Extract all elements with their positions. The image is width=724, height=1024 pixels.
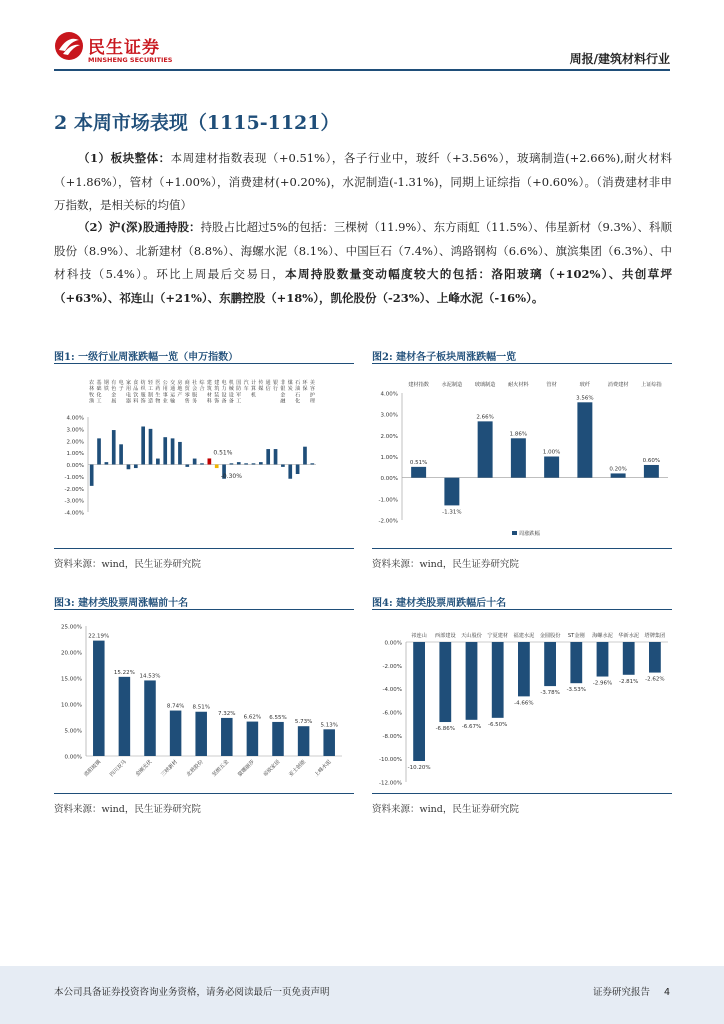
bar: [288, 465, 292, 479]
category-label-char: 械: [228, 386, 234, 393]
category-label: 上证综指: [640, 382, 662, 388]
category-label-char: 子: [118, 386, 124, 393]
category-label-char: 合: [199, 386, 205, 393]
data-label: -2.81%: [618, 678, 639, 685]
category-label-char: 防: [236, 386, 242, 393]
bar: [208, 458, 212, 464]
data-label: 8.74%: [166, 703, 185, 710]
category-label: 塔牌集团: [644, 633, 666, 639]
bar: [298, 726, 310, 756]
fig1-rule: [54, 363, 354, 364]
category-label: 西部建设: [434, 633, 456, 639]
category-label-char: 备: [221, 398, 227, 405]
y-tick-label: -1.00%: [64, 474, 84, 481]
category-label-char: 备: [228, 398, 234, 405]
y-tick-label: -4.00%: [64, 510, 84, 517]
category-label-char: 用: [125, 386, 131, 393]
category-label-char: 非: [280, 380, 286, 386]
category-label-char: 钢: [103, 380, 109, 386]
category-label-char: 饰: [140, 398, 146, 405]
bar: [303, 447, 307, 465]
category-label: 水泥制造: [441, 382, 463, 388]
fig3-title: 图3: 建材类股票周涨幅前十名: [54, 598, 189, 609]
y-tick-label: 0.00%: [66, 463, 84, 469]
category-label-char: 运: [170, 392, 176, 399]
category-label-char: 金: [111, 392, 117, 399]
data-label: 6.55%: [269, 714, 287, 721]
category-label-char: 金: [280, 392, 286, 399]
bar: [478, 421, 493, 477]
bar: [127, 465, 131, 470]
category-label-char: 化: [295, 398, 301, 405]
category-label-char: 属: [111, 398, 117, 405]
category-label-char: 地: [177, 386, 183, 393]
category-label-char: 建: [206, 380, 212, 386]
category-label: 玻纤: [579, 382, 591, 388]
bar: [247, 722, 259, 756]
bar: [439, 642, 451, 722]
bar: [577, 402, 592, 477]
y-tick-label: 1.00%: [380, 455, 398, 461]
category-label-char: 食: [133, 380, 139, 386]
bar: [237, 462, 241, 464]
page-footer: [0, 966, 724, 1024]
category-label: 宁夏建材: [487, 633, 509, 639]
bar: [195, 712, 207, 756]
category-label-char: 建: [214, 380, 220, 386]
section-title: 2 本周市场表现（1115-1121）: [54, 112, 340, 134]
data-label: 8.51%: [192, 704, 210, 711]
y-tick-label: 2.00%: [380, 433, 398, 440]
fig3-bottom-rule: [54, 793, 354, 794]
category-label-char: 军: [236, 392, 242, 399]
category-label-char: 料: [206, 398, 212, 405]
category-label-char: 车: [243, 386, 249, 393]
category-label-char: 电: [221, 380, 227, 386]
minsheng-logo-icon: [54, 31, 84, 61]
category-label-char: 色: [111, 386, 117, 393]
category-label: 金圆股份: [539, 633, 561, 639]
y-tick-label: 15.00%: [61, 676, 82, 683]
y-tick-label: 3.00%: [66, 427, 84, 434]
y-tick-label: 0.00%: [380, 476, 398, 483]
category-label-char: 煤: [287, 380, 293, 386]
paragraph-connect-holdings: [54, 216, 672, 310]
y-tick-label: 0.00%: [384, 640, 402, 647]
category-label: 三峡新材: [160, 759, 180, 779]
y-tick-label: 3.00%: [380, 412, 398, 419]
y-tick-label: -10.00%: [379, 757, 402, 764]
category-label-char: 饰: [214, 398, 220, 405]
bar: [649, 642, 661, 673]
fig4-chart: [372, 614, 672, 790]
category-label-char: 贸: [184, 386, 190, 393]
category-label-char: 理: [309, 398, 315, 405]
y-tick-label: -6.00%: [382, 710, 402, 717]
category-label-char: 机: [250, 392, 256, 399]
bar: [134, 465, 138, 469]
data-label: 2.66%: [476, 414, 494, 421]
category-label: 蒙娜丽莎: [236, 759, 256, 779]
logo-text-en: MINSHENG SECURITIES: [88, 56, 173, 64]
fig4-title: 图4: 建材类股票周跌幅后十名: [372, 598, 507, 609]
category-label-char: 力: [221, 386, 227, 393]
category-label-char: 通: [265, 380, 271, 386]
category-label-char: 化: [96, 392, 102, 399]
category-label-char: 输: [170, 398, 176, 405]
bar: [178, 442, 182, 465]
fig1-source: 资料来源：wind，民生证券研究院: [54, 559, 201, 570]
category-label: 金刚光伏: [134, 759, 154, 779]
data-label: 0.51%: [213, 449, 233, 457]
bar: [93, 641, 105, 756]
category-label-char: 事: [162, 392, 168, 399]
data-label: 0.20%: [609, 466, 627, 473]
category-label-char: 服: [140, 392, 146, 399]
bar: [411, 467, 426, 478]
category-label: 海螺水泥: [592, 633, 613, 639]
y-tick-label: -2.00%: [64, 486, 84, 493]
data-label: -6.86%: [435, 726, 456, 733]
bar: [623, 642, 635, 675]
category-label-char: 美: [309, 380, 315, 386]
y-tick-label: 1.00%: [66, 451, 84, 458]
category-label-char: 基: [96, 380, 102, 386]
category-label-char: 售: [184, 398, 190, 405]
bar: [597, 642, 609, 677]
category-label-char: 家: [125, 380, 131, 386]
para2-bold-tail: 本周持股数量变动幅度较大的包括：洛阳玻璃（+102%）、共创草坪（+63%）、祁连山（+21%）、东鹏控股（+18%），凯伦股份（-23%）、上峰水泥（-16%）。: [54, 267, 672, 305]
bar: [141, 427, 145, 465]
bar: [215, 465, 219, 469]
bar: [272, 722, 284, 756]
y-tick-label: -8.00%: [382, 733, 402, 740]
category-label-char: 银: [280, 386, 286, 393]
fig2-bottom-rule: [372, 548, 672, 549]
category-label-char: 农: [89, 380, 95, 386]
category-label-char: 商: [184, 380, 190, 386]
bar: [644, 465, 659, 478]
category-label-char: 房: [177, 380, 183, 386]
data-label: 15.22%: [113, 669, 135, 676]
category-label: 上峰水泥: [313, 759, 333, 779]
y-tick-label: 2.00%: [66, 439, 84, 446]
bar: [511, 438, 526, 477]
category-label: 洛阳玻璃: [83, 759, 103, 779]
y-tick-label: 4.00%: [66, 415, 84, 422]
category-label-char: 融: [280, 398, 286, 405]
para1-lead: （1）板块整体：: [78, 151, 171, 165]
bar: [170, 711, 182, 756]
category-label-char: 石: [295, 380, 301, 386]
report-type: 周报/建筑材料行业: [569, 52, 670, 66]
category-label-char: 林: [89, 386, 95, 393]
bar: [544, 457, 559, 478]
fig4-bottom-rule: [372, 793, 672, 794]
data-label: -6.50%: [487, 721, 508, 728]
category-label: 消费建材: [607, 382, 629, 388]
category-label-char: 工: [148, 386, 154, 393]
bar: [444, 478, 459, 506]
category-label-char: 铁: [103, 386, 109, 393]
category-label-char: 交: [170, 380, 176, 386]
category-label-char: 电: [118, 380, 124, 386]
category-label-char: 环: [302, 380, 308, 386]
category-label-char: 务: [192, 398, 198, 405]
data-label: -10.20%: [407, 765, 431, 771]
category-label-char: 设: [221, 392, 227, 399]
bar: [230, 463, 234, 464]
y-tick-label: -2.00%: [382, 663, 402, 670]
category-label-char: 容: [309, 386, 315, 393]
bar: [185, 465, 189, 467]
bar: [252, 463, 256, 464]
data-label: -2.96%: [592, 680, 613, 687]
footer-doc-type: 证券研究报告: [592, 987, 650, 998]
company-logo: [54, 31, 194, 71]
category-label: 北玻股份: [185, 759, 205, 779]
category-label-char: 纺: [140, 380, 146, 386]
data-label: 6.62%: [243, 714, 262, 721]
bar: [144, 680, 156, 756]
category-label-char: 国: [236, 380, 242, 386]
legend-swatch: [512, 531, 517, 535]
category-label-char: 机: [228, 380, 234, 386]
footer-disclaimer: 本公司具备证券投资咨询业务资格，请务必阅读最后一页免责声明: [54, 987, 330, 998]
fig2-source: 资料来源：wind，民生证券研究院: [372, 559, 519, 570]
category-label-char: 护: [309, 392, 315, 399]
data-label: -6.67%: [461, 723, 482, 730]
data-label: 14.53%: [139, 673, 161, 680]
category-label-char: 算: [250, 386, 256, 393]
category-label-char: 会: [192, 386, 198, 393]
category-label-char: 有: [111, 380, 117, 386]
bar: [244, 463, 248, 464]
para2-lead: （2）沪(深)股通持股：: [78, 220, 201, 234]
category-label-char: 器: [125, 398, 131, 405]
category-label-char: 信: [265, 386, 271, 393]
bar: [112, 430, 116, 464]
category-label: 福建水泥: [513, 633, 535, 639]
category-label-char: 品: [133, 386, 139, 393]
bar: [119, 444, 123, 464]
fig4-rule: [372, 609, 672, 610]
category-label: 亚士创能: [288, 759, 308, 779]
category-label-char: 传: [258, 380, 264, 386]
bar: [570, 642, 582, 683]
bar: [518, 642, 530, 696]
fig3-source: 资料来源：wind，民生证券研究院: [54, 804, 201, 815]
logo-text-cn: 民生证券: [88, 38, 160, 58]
category-label-char: 轻: [148, 380, 154, 386]
fig3-rule: [54, 609, 354, 610]
category-label-char: 计: [250, 380, 256, 386]
category-label-char: 渔: [89, 398, 95, 405]
bar: [193, 459, 197, 465]
data-label: 5.73%: [294, 719, 313, 726]
bar: [156, 459, 160, 465]
data-label: 7.32%: [218, 710, 236, 717]
category-label-char: 物: [155, 398, 161, 405]
bar: [323, 729, 335, 756]
y-tick-label: 4.00%: [380, 391, 398, 398]
y-tick-label: 0.00%: [64, 754, 82, 761]
fig1-title: 图1: 一级行业周涨跌幅一览（申万指数）: [54, 352, 239, 363]
category-label-char: 生: [155, 392, 161, 399]
bar: [266, 449, 270, 464]
y-tick-label: -1.00%: [378, 497, 398, 504]
category-label-char: 社: [192, 380, 198, 386]
data-label: -0.30%: [220, 473, 242, 481]
fig4-source: 资料来源：wind，民生证券研究院: [372, 804, 519, 815]
category-label-char: 媒: [258, 386, 264, 393]
bar: [544, 642, 556, 686]
category-label: 建材指数: [408, 382, 430, 388]
category-label-char: 电: [125, 392, 131, 399]
category-label-char: 料: [133, 398, 139, 405]
y-tick-label: 20.00%: [61, 650, 82, 657]
category-label-char: 通: [170, 386, 176, 393]
category-label: 坚朗五金: [211, 759, 231, 779]
category-label: 耐火材料: [507, 382, 529, 388]
category-label-char: 材: [206, 392, 212, 399]
y-tick-label: -4.00%: [382, 687, 402, 694]
footer-right: [579, 984, 670, 998]
data-label: 0.51%: [409, 459, 428, 466]
category-label-char: 产: [177, 392, 183, 399]
category-label-char: 装: [214, 392, 220, 399]
data-label: -1.31%: [442, 509, 462, 516]
bar: [221, 718, 233, 756]
category-label-char: 础: [96, 386, 102, 393]
category-label-char: 石: [295, 392, 301, 399]
header-divider: [54, 69, 670, 71]
category-label-char: 饮: [133, 392, 139, 399]
y-tick-label: 10.00%: [61, 702, 82, 709]
y-tick-label: -3.00%: [64, 498, 84, 505]
page-number: 4: [663, 987, 670, 998]
category-label: 四川双马: [108, 759, 128, 779]
y-tick-label: -12.00%: [379, 780, 402, 787]
bar: [611, 473, 626, 477]
bar: [119, 677, 131, 756]
category-label: 帝欧家居: [262, 759, 282, 779]
category-label-char: 筑: [206, 386, 212, 393]
data-label: 5.13%: [320, 722, 338, 729]
category-label-char: 行: [273, 386, 279, 393]
y-tick-label: -2.00%: [378, 518, 398, 525]
bar: [149, 429, 153, 465]
category-label: 管材: [546, 382, 557, 388]
data-label: 0.60%: [642, 457, 661, 464]
category-label-char: 用: [162, 386, 168, 393]
category-label: 玻璃制造: [474, 382, 496, 388]
category-label: 华新水泥: [618, 633, 640, 639]
bar: [466, 642, 478, 720]
y-tick-label: 25.00%: [61, 624, 82, 631]
category-label-char: 银: [273, 380, 279, 386]
bar: [413, 642, 425, 761]
bar: [105, 462, 109, 464]
bar: [259, 462, 263, 464]
data-label: 1.86%: [509, 431, 528, 438]
category-label-char: 医: [155, 380, 161, 386]
fig2-chart: [372, 368, 672, 544]
category-label-char: 织: [140, 386, 146, 393]
bar: [281, 465, 285, 467]
category-label: 祁连山: [411, 633, 427, 639]
bar: [492, 642, 504, 718]
data-label: 22.19%: [88, 633, 110, 640]
category-label-char: 服: [192, 392, 198, 399]
category-label-char: 筑: [214, 386, 220, 393]
bar: [97, 438, 101, 464]
category-label-char: 公: [162, 380, 168, 386]
bar: [163, 437, 167, 464]
category-label-char: 炭: [287, 386, 293, 393]
category-label-char: 牧: [89, 392, 95, 399]
category-label-char: 造: [148, 398, 154, 405]
bar: [296, 465, 300, 475]
bar: [310, 463, 314, 464]
fig2-rule: [372, 363, 672, 364]
category-label-char: 工: [236, 398, 242, 405]
fig2-title: 图2: 建材各子板块周涨跌幅一览: [372, 352, 517, 363]
category-label-char: 药: [155, 386, 161, 393]
data-label: -3.78%: [540, 690, 560, 697]
fig3-chart: [54, 614, 354, 790]
category-label: 天山股份: [461, 633, 482, 639]
legend-label: 周涨跌幅: [519, 531, 540, 537]
data-label: 1.00%: [542, 449, 561, 456]
category-label: ST金刚: [567, 633, 585, 639]
category-label-char: 零: [184, 392, 190, 399]
para1-text: 本周建材指数表现（+0.51%），各子行业中，玻纤（+3.56%），玻璃制造(+2.66%),耐火材料（+1.86%），管材（+1.00%），消费建材(+0.20%)，水泥制造(-1.31%)，同期上证综指（+0.60%）。（消费建材非申万指数，是相关标的均值）: [54, 151, 672, 212]
category-label-char: 工: [96, 398, 102, 405]
data-label: -2.62%: [645, 676, 665, 683]
para2-text: 持股占比超过5%的包括：三棵树（11.9%）、东方雨虹（11.5%）、伟星新材（9.3%）、科顺股份（8.9%）、北新建材（8.8%）、海螺水泥（8.1%）、中国巨石（7.4%）、鸿路钢构（6.6%）、旗滨集团（6.3%）、中材科技（5.4%）。环比上周最后交易日，: [54, 220, 672, 281]
y-tick-label: 5.00%: [64, 728, 82, 735]
category-label-char: 业: [162, 398, 168, 405]
data-label: 3.56%: [576, 395, 594, 402]
bar: [200, 463, 204, 464]
category-label-char: 制: [148, 392, 154, 399]
data-label: -3.53%: [566, 687, 587, 694]
bar: [274, 449, 278, 464]
data-label: -4.66%: [514, 700, 534, 707]
paragraph-sector-overview: [54, 147, 672, 218]
category-label-char: 油: [295, 386, 301, 393]
category-label-char: 保: [302, 386, 308, 393]
bar: [171, 438, 175, 464]
category-label-char: 汽: [243, 380, 249, 386]
bar: [90, 465, 94, 486]
fig1-chart: [54, 368, 354, 544]
category-label-char: 综: [199, 380, 205, 386]
fig1-bottom-rule: [54, 548, 354, 549]
category-label-char: 设: [228, 392, 234, 399]
